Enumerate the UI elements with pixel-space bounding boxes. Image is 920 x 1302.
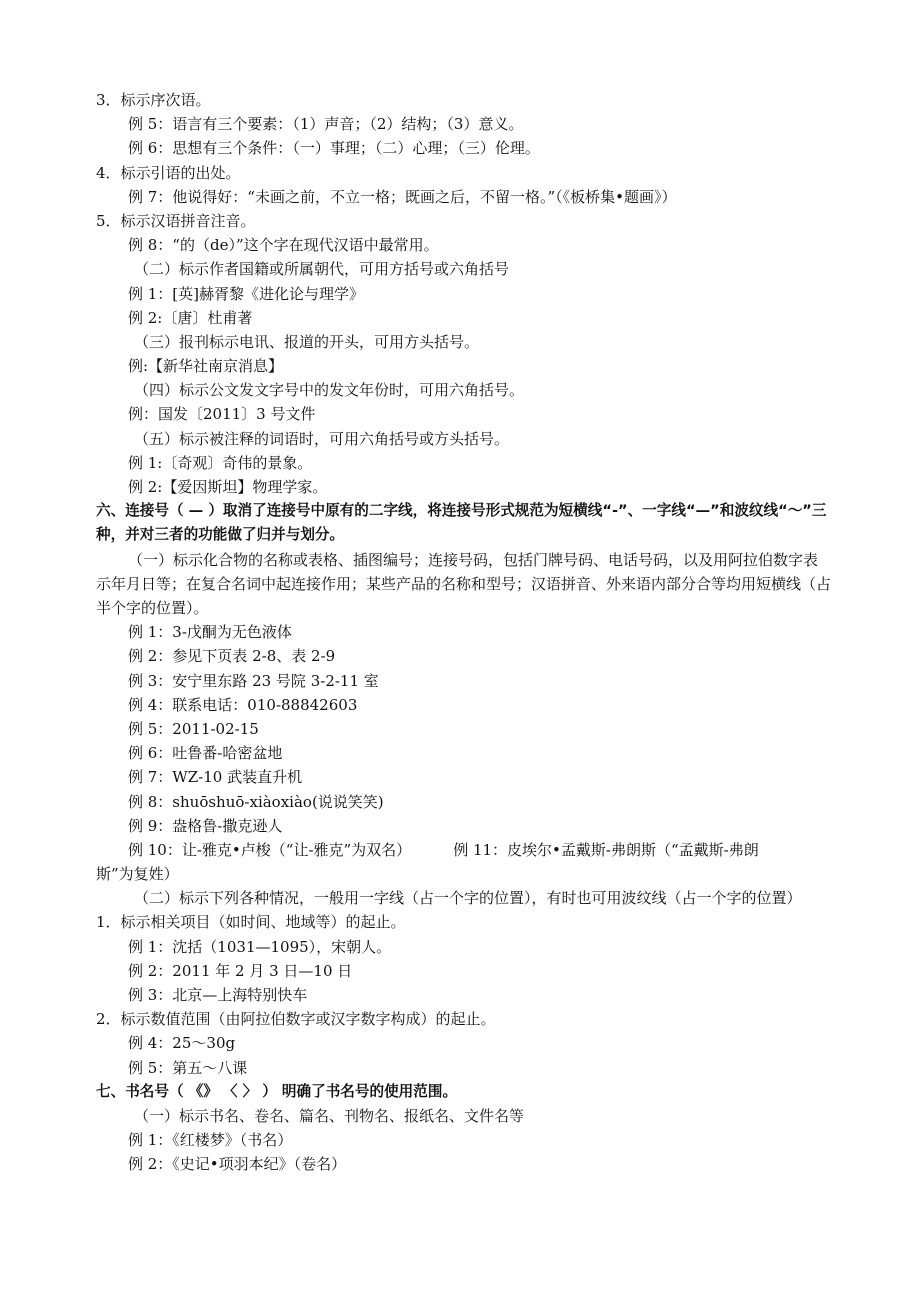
paragraph: （二）标示下列各种情况，一般用一字线（占一个字的位置），有时也可用波纹线（占一个字的位置） — [134, 889, 802, 908]
subsection-heading: （五）标示被注释的词语时，可用六角括号或方头括号。 — [134, 429, 510, 448]
example-continuation: 斯”为复姓） — [96, 865, 179, 884]
example-line: 例 3：安宁里东路 23 号院 3-2-11 室 — [128, 671, 379, 690]
document-page — [0, 88, 920, 1177]
example-line: 例 3：北京—上海特别快车 — [128, 986, 308, 1005]
item-heading: 5．标示汉语拼音注音。 — [96, 211, 256, 230]
example-line: 例 7：WZ-10 武装直升机 — [128, 768, 303, 787]
example-line: 例 8：shuōshuō-xiàoxiào(说说笑笑) — [128, 792, 384, 811]
example-line: 例 2:〔唐〕杜甫著 — [128, 308, 253, 327]
example-line: 例:【新华社南京消息】 — [128, 357, 284, 376]
example-line: 例 2：2011 年 2 月 3 日—10 日 — [128, 961, 353, 980]
example-line: 例 4：25～30g — [128, 1034, 236, 1053]
example-line: 例 2:【爱因斯坦】物理学家。 — [128, 478, 328, 496]
example-line: 例 1：3-戊酮为无色液体 — [128, 623, 292, 642]
example-line: 例 8：“的（de）”这个字在现代汉语中最常用。 — [128, 236, 439, 255]
example-line: 例 6：吐鲁番-哈密盆地 — [128, 744, 283, 763]
example-line: 例 1:〔奇观〕奇伟的景象。 — [128, 453, 313, 472]
example-line: 例 7：他说得好：“未画之前，不立一格；既画之后，不留一格。”（《板桥集•题画》） — [128, 187, 677, 206]
example-line: 例 5：2011-02-15 — [128, 719, 259, 738]
item-heading: 2．标示数值范围（由阿拉伯数字或汉字数字构成）的起止。 — [96, 1010, 496, 1029]
example-line: 例：国发〔2011〕3 号文件 — [128, 405, 316, 424]
example-11: 例 11：皮埃尔•孟戴斯-弗朗斯（“孟戴斯-弗朗 — [453, 840, 759, 859]
example-line: 例 1：沈括（1031—1095），宋朝人。 — [128, 937, 392, 956]
example-line: 例 5：语言有三个要素：（1）声音；（2）结构；（3）意义。 — [128, 115, 524, 134]
example-line: 例 5：第五～八课 — [128, 1058, 248, 1077]
subsection-heading: （二）标示作者国籍或所属朝代，可用方括号或六角括号 — [134, 260, 510, 279]
item-heading: 4．标示引语的出处。 — [96, 163, 241, 182]
example-line: 例 1：[英]赫胥黎《进化论与理学》 — [128, 284, 365, 303]
example-line: 例 6：思想有三个条件：（一）事理；（二）心理；（三）伦理。 — [128, 139, 540, 158]
example-10: 例 10：让-雅克•卢梭（“让-雅克”为双名） — [128, 840, 412, 859]
example-line-pair — [0, 838, 920, 862]
paragraph: （一）标示化合物的名称或表格、插图编号；连接号码，包括门牌号码、电话号码，以及用阿拉伯数字表示年月日等；在复合名词中起连接作用；某些产品的名称和型号；汉语拼音、外来语内部分合等均用短横线（占半个字的位置）。 — [96, 550, 832, 617]
subsection-heading: （一）标示书名、卷名、篇名、刊物名、报纸名、文件名等 — [134, 1106, 525, 1125]
example-line: 例 1：《红楼梦》（书名） — [128, 1131, 293, 1150]
section-heading-7: 七、书名号（ 《》 〈 〉 ） 明确了书名号的使用范围。 — [96, 1082, 458, 1100]
example-line: 例 9：盎格鲁-撒克逊人 — [128, 816, 283, 835]
example-line: 例 2：参见下页表 2-8、表 2-9 — [128, 647, 336, 666]
subsection-heading: （三）报刊标示电讯、报道的开头，可用方头括号。 — [134, 332, 480, 351]
item-heading: 1．标示相关项目（如时间、地域等）的起止。 — [96, 913, 406, 932]
example-line: 例 2：《史记•项羽本纪》（卷名） — [128, 1155, 347, 1174]
example-line: 例 4：联系电话：010-88842603 — [128, 695, 358, 714]
item-heading: 3．标示序次语。 — [96, 91, 211, 109]
section-heading-6: 六、连接号（ — ）取消了连接号中原有的二字线，将连接号形式规范为短横线“-”、一字线“—”和波纹线“～”三种，并对三者的功能做了归并与划分。 — [96, 502, 827, 544]
subsection-heading: （四）标示公文发文字号中的发文年份时，可用六角括号。 — [134, 381, 525, 400]
